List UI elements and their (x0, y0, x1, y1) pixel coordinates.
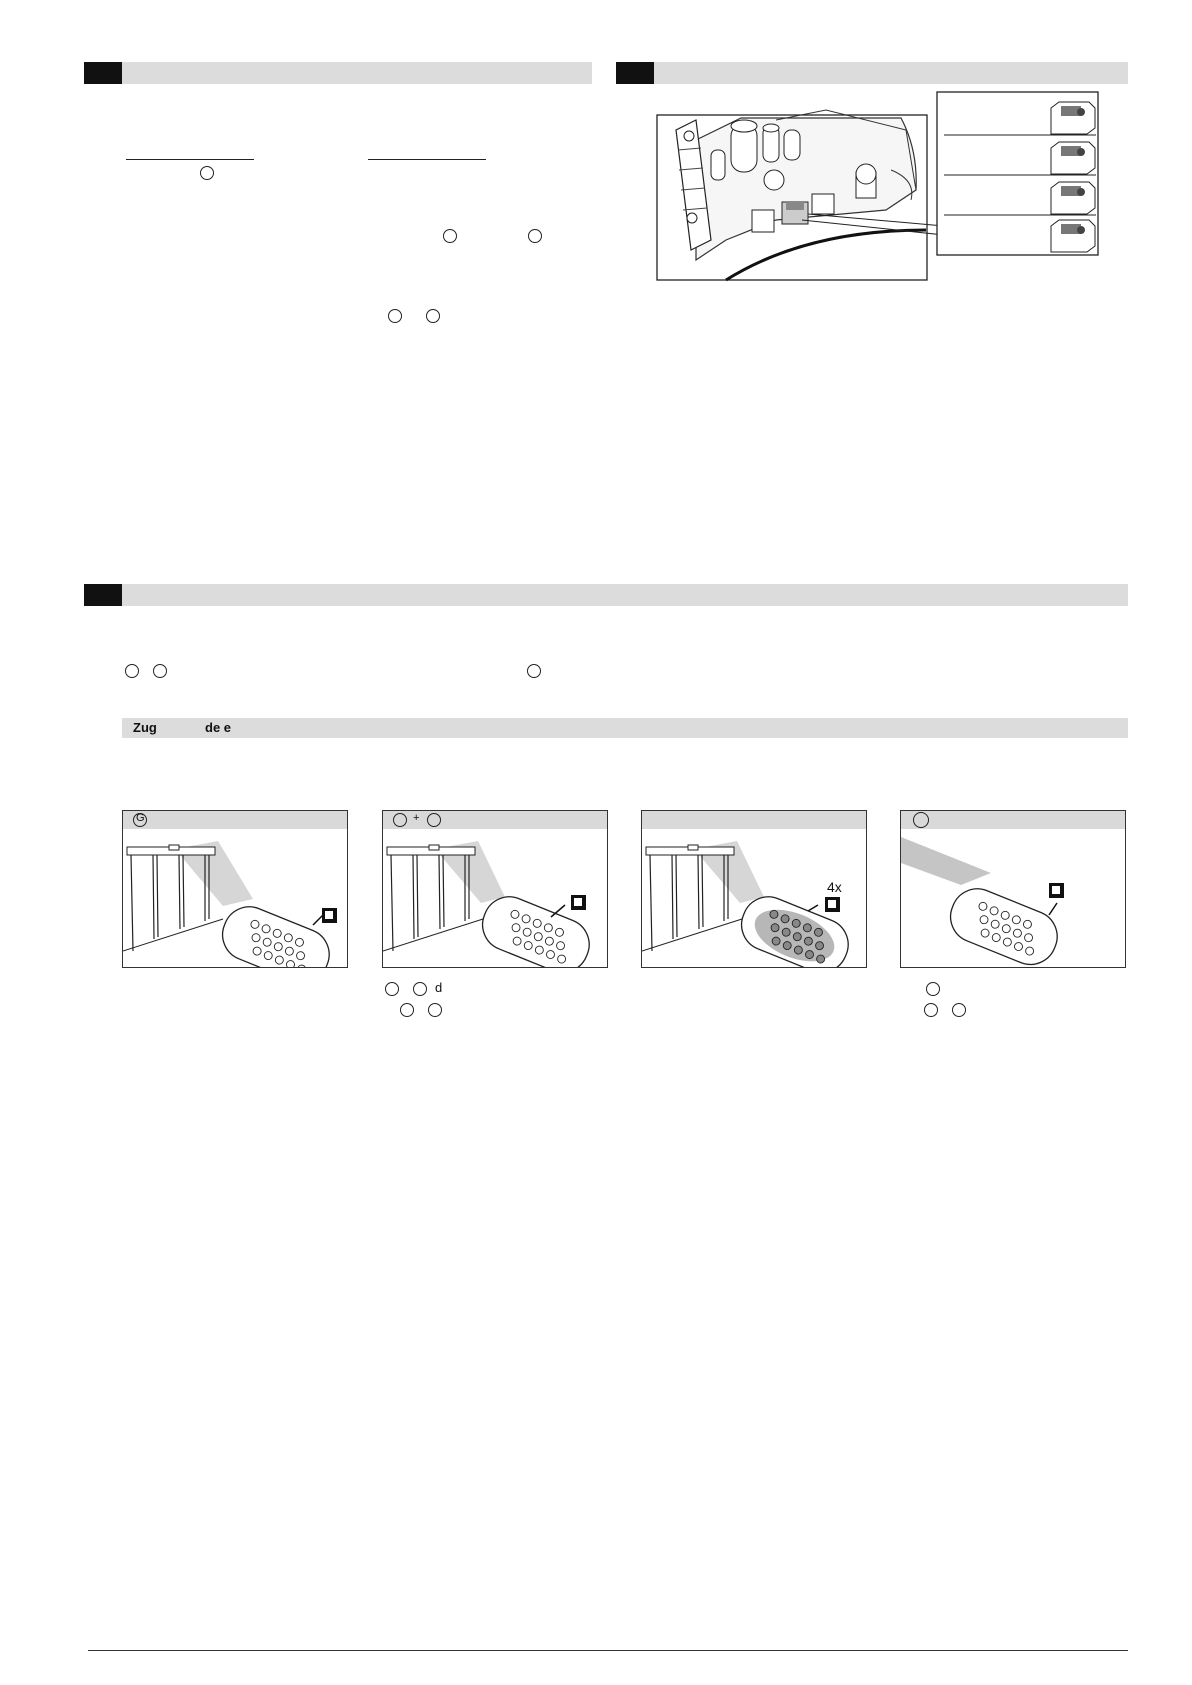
circle-marker (388, 309, 402, 323)
press-count-badge: 4x (827, 879, 842, 895)
step-panel-1 (122, 810, 348, 968)
circle-marker (924, 1003, 938, 1017)
underline-1 (126, 159, 254, 160)
circle-marker (400, 1003, 414, 1017)
circuit-board-illustration (656, 90, 1101, 285)
step-panel-4 (900, 810, 1126, 968)
circle-marker (926, 982, 940, 996)
step-panel-2 (382, 810, 608, 968)
circle-marker (385, 982, 399, 996)
section-header-bar-3 (84, 584, 1128, 606)
circle-marker (428, 1003, 442, 1017)
hand-press-icon (901, 811, 1126, 968)
section-number-block (84, 584, 122, 606)
section-number-block (616, 62, 654, 84)
section-header-bar-2 (616, 62, 1128, 84)
footer-rule (88, 1650, 1128, 1651)
section-number-block (84, 62, 122, 84)
circle-marker (528, 229, 542, 243)
subheading-text-1: Zug (133, 720, 157, 735)
panel-2-caption: d (435, 980, 443, 995)
underline-2 (368, 159, 486, 160)
circle-marker (443, 229, 457, 243)
circle-marker (200, 166, 214, 180)
circle-marker (125, 664, 139, 678)
panel-header-label: + (413, 812, 420, 824)
step-panel-3 (641, 810, 867, 968)
hand-press-icon (383, 811, 608, 968)
circle-marker (426, 309, 440, 323)
section-header-bar-1 (84, 62, 592, 84)
circle-marker (413, 982, 427, 996)
hand-press-icon (123, 811, 348, 968)
subheading-bar (122, 718, 1128, 738)
panel-header-label: G (136, 812, 145, 824)
circle-marker (952, 1003, 966, 1017)
circle-marker (153, 664, 167, 678)
circle-marker (527, 664, 541, 678)
subheading-text-2: de e (205, 720, 232, 735)
